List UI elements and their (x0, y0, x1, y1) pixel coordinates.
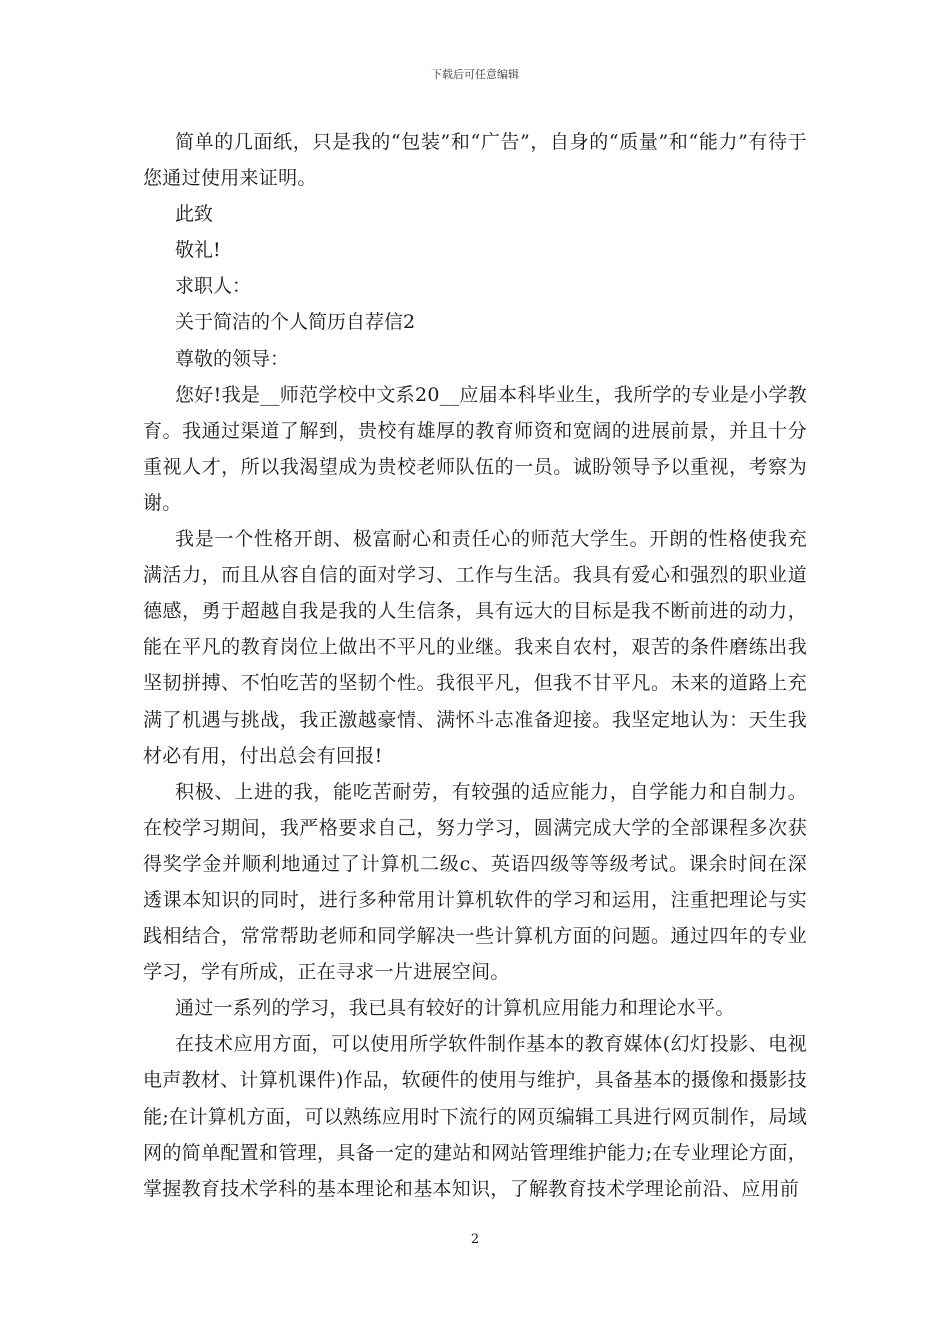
document-body (143, 124, 807, 1207)
salutation-jingli: 敬礼! (175, 239, 221, 262)
page-number: 2 (470, 1232, 480, 1247)
paragraph-technical-skills: 在技术应用方面，可以使用所学软件制作基本的教育媒体(幻灯投影、电视电声教材、计算机课件)作品，软硬件的使用与维护，具备基本的摄像和摄影技能;在计算机方面，可以熟练应用时下流行的网页编辑工具进行网页制作，局域网的简单配置和管理，具备一定的建站和网站管理维护能力;在专业理论方面，掌握教育技术学科的基本理论和基本知识，了解教育技术学理论前沿、应用前 (143, 1033, 807, 1200)
applicant-label: 求职人： (175, 275, 252, 298)
page-header: 下载后可任意编辑 (431, 68, 519, 81)
section-title: 关于简洁的个人简历自荐信2 (175, 311, 416, 334)
greeting: 尊敬的领导： (175, 347, 290, 370)
paragraph-ability-summary: 通过一系列的学习，我已具有较好的计算机应用能力和理论水平。 (175, 997, 735, 1020)
salutation-cizhi: 此致 (175, 203, 214, 226)
paragraph-study: 积极、上进的我，能吃苦耐劳，有较强的适应能力，自学能力和自制力。在校学习期间，我严格要求自己，努力学习，圆满完成大学的全部课程多次获得奖学金并顺利地通过了计算机二级c、英语四级等等级考试。课余时间在深透课本知识的同时，进行多种常用计算机软件的学习和运用，注重把理论与实践相结合，常常帮助老师和同学解决一些计算机方面的问题。通过四年的专业学习，学有所成，正在寻求一片进展空间。 (143, 780, 807, 984)
paragraph-closing-note: 简单的几面纸，只是我的“包装”和“广告”，自身的“质量”和“能力”有待于您通过使用来证明。 (143, 131, 807, 190)
paragraph-intro: 您好!我是__师范学校中文系20__应届本科毕业生，我所学的专业是小学教育。我通过渠道了解到，贵校有雄厚的教育师资和宽阔的进展前景，并且十分重视人才，所以我渴望成为贵校老师队伍的一员。诚盼领导予以重视，考察为谢。 (143, 383, 807, 514)
paragraph-personality: 我是一个性格开朗、极富耐心和责任心的师范大学生。开朗的性格使我充满活力，而且从容自信的面对学习、工作与生活。我具有爱心和强烈的职业道德感，勇于超越自我是我的人生信条，具有远大的目标是我不断前进的动力，能在平凡的教育岗位上做出不平凡的业继。我来自农村，艰苦的条件磨练出我坚韧拼搏、不怕吃苦的坚韧个性。我很平凡，但我不甘平凡。未来的道路上充满了机遇与挑战，我正激越豪情、满怀斗志准备迎接。我坚定地认为：天生我材必有用，付出总会有回报! (143, 528, 807, 767)
